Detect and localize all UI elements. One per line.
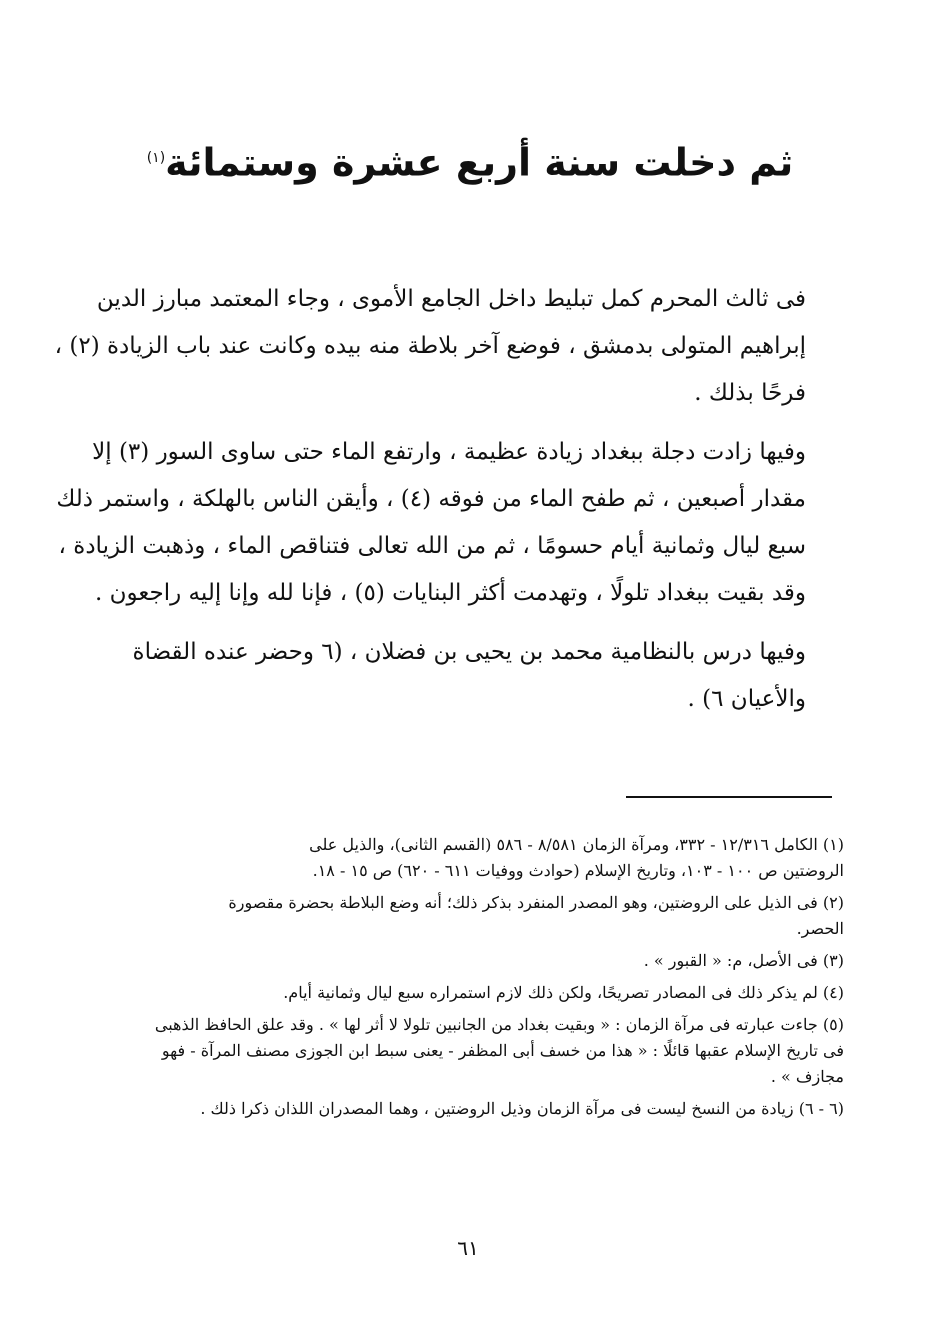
footnote-line: (٢) فى الذيل على الروضتين، وهو المصدر المنفرد بذكر ذلك؛ أنه وضع البلاطة بحضرة مقصورة (228, 893, 844, 912)
footnote-5 (118, 1012, 844, 1090)
text-line: سبع ليال وثمانية أيام حسومًا ، ثم من الله تعالى فتناقص الماء ، وذهبت الزيادة ، (58, 533, 806, 559)
footnote-line: (٤) لم يذكر ذلك فى المصادر تصريحًا، ولكن ذلك لازم استمراره سبع ليال وثمانية أيام. (283, 983, 844, 1002)
footnote-3 (118, 948, 844, 974)
footnote-2 (118, 890, 844, 942)
footnote-line: الحصر. (796, 919, 844, 938)
footnote-1 (118, 832, 844, 884)
main-text (54, 276, 844, 735)
paragraph-1 (54, 276, 844, 417)
page-number: ٦١ (457, 1236, 479, 1260)
footnote-line: (٣) فى الأصل، م: « القبور » . (643, 951, 844, 970)
text-line: فى ثالث المحرم كمل تبليط داخل الجامع الأموى ، وجاء المعتمد مبارز الدين (96, 286, 806, 312)
chapter-title-text: ثم دخلت سنة أربع عشرة وستمائة (165, 140, 794, 185)
paragraph-2 (56, 429, 844, 617)
footnote-separator (626, 796, 832, 798)
footnote-line: الروضتين ص ١٠٠ - ١٠٣، وتاريخ الإسلام (حوادث ووفيات ٦١١ - ٦٢٠) ص ١٥ - ١٨. (312, 861, 844, 880)
footnote-6 (118, 1096, 844, 1122)
footnote-line: (٥) جاءت عبارته فى مرآة الزمان : « وبقيت بغداد من الجانبين تلولا لا أثر لها » . وقد علق الحافظ الذهبى (154, 1015, 844, 1034)
text-line: فرحًا بذلك . (694, 380, 806, 406)
footnote-line: فى تاريخ الإسلام عقبها قائلًا : « هذا من خسف أبى المظفر - يعنى سبط ابن الجوزى مصنف المرآة - فهو (161, 1041, 844, 1060)
paragraph-3 (118, 629, 844, 723)
footnote-line: (٦ - ٦) زيادة من النسخ ليست فى مرآة الزمان وذيل الروضتين ، وهما المصدران اللذان ذكرا ذلك . (200, 1099, 844, 1118)
text-line: وفيها درس بالنظامية محمد بن يحيى بن فضلان ، (٦ وحضر عنده القضاة (132, 639, 806, 665)
chapter-title (120, 130, 820, 191)
text-line: والأعيان ٦) . (687, 686, 806, 712)
text-line: مقدار أصبعين ، ثم طفح الماء من فوقه (٤) ، وأيقن الناس بالهلكة ، واستمر ذلك (56, 486, 806, 512)
footnotes (118, 832, 844, 1128)
text-line: وقد بقيت ببغداد تلولًا ، وتهدمت أكثر البنايات (٥) ، فإنا لله وإنا إليه راجعون . (95, 580, 806, 606)
text-line: وفيها زادت دجلة ببغداد زيادة عظيمة ، وارتفع الماء حتى ساوى السور (٣) إلا (92, 439, 806, 465)
footnote-4 (118, 980, 844, 1006)
footnote-line: مجازف » . (770, 1067, 844, 1086)
chapter-title-footnote-marker: (١) (146, 150, 166, 166)
footnote-line: (١) الكامل ١٢/٣١٦ - ٣٣٢، ومرآة الزمان ٨/٥٨١ - ٥٨٦ (القسم الثانى)، والذيل على (309, 835, 844, 854)
text-line: إبراهيم المتولى بدمشق ، فوضع آخر بلاطة منه بيده وكانت عند باب الزيادة (٢) ، (54, 333, 806, 359)
